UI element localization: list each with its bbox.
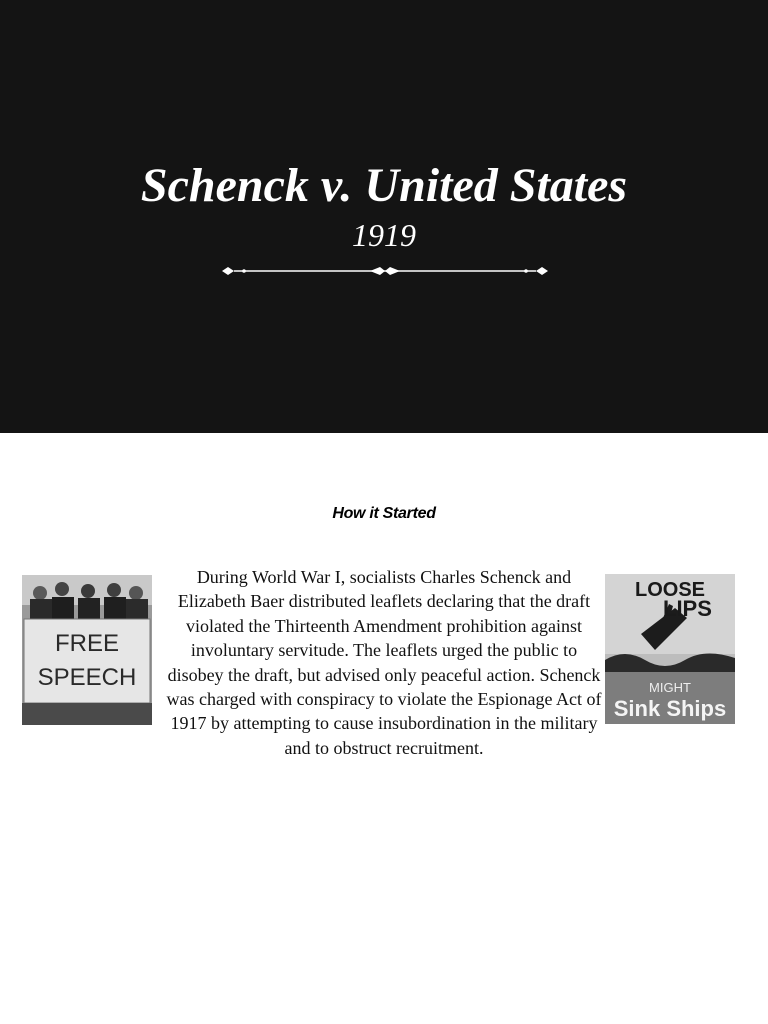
banner-line-2: SPEECH — [37, 664, 137, 691]
body-paragraph: During World War I, socialists Charles Schenck and Elizabeth Baer distributed leaflets declaring that the draft violated the Thirteenth Amendment prohibition against involuntary servitude. The leaflets urged the public to disobey the draft, but advised only peaceful action. Schenck was charged with conspiracy to violate the Espionage Act of 1917 by attempting to cause insubordination in the military and to obstruct recruitment. — [166, 567, 602, 758]
section-heading: How it Started — [332, 505, 436, 522]
banner-line-1: FREE — [54, 630, 120, 657]
poster-line-3: MIGHT — [649, 680, 691, 695]
content-slide — [0, 433, 768, 1024]
title-slide — [0, 0, 768, 433]
slide-year: 1919 — [352, 217, 416, 253]
decorative-divider-icon — [220, 262, 550, 280]
poster-line-1: LOOSE — [635, 579, 706, 601]
poster-line-2: LIPS — [663, 596, 712, 621]
poster-line-4: Sink Ships — [613, 696, 727, 721]
free-speech-protest-photo — [22, 575, 152, 725]
slide-title: Schenck v. United States — [140, 159, 628, 212]
loose-lips-poster — [605, 574, 735, 724]
